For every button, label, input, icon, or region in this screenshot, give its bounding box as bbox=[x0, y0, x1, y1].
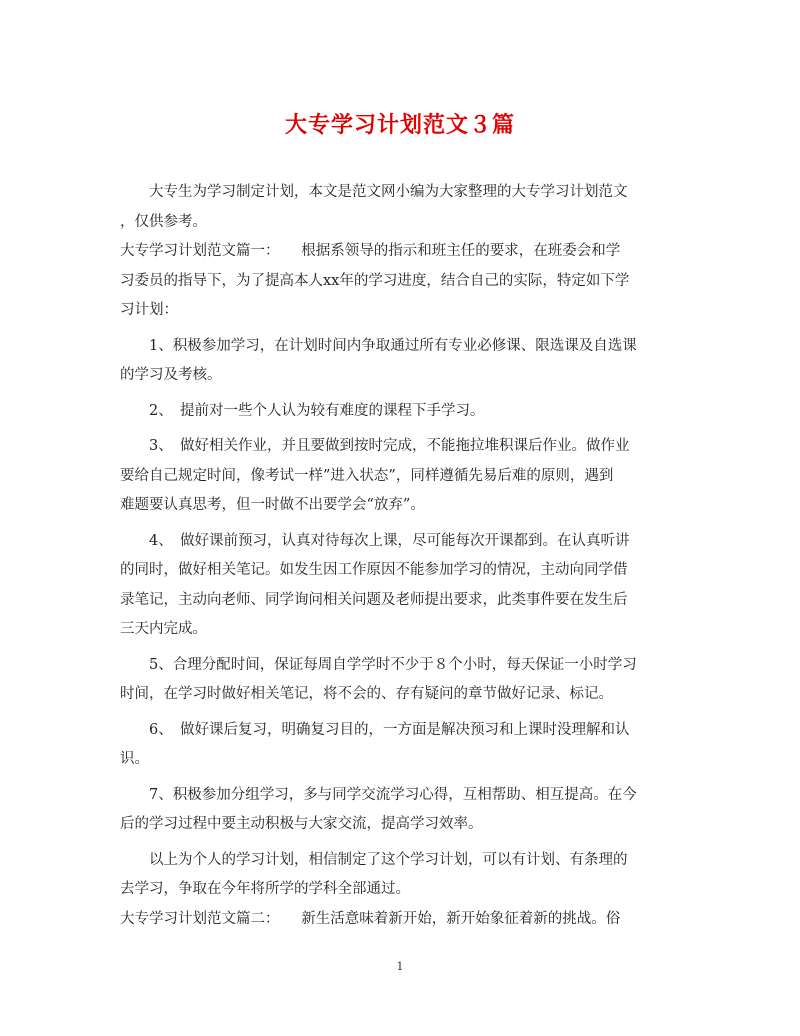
body-line: 7、积极参加分组学习，多与同学交流学习心得，互相帮助、相互提高。在今 bbox=[149, 786, 637, 803]
document-title: 大专学习计划范文３篇 bbox=[284, 112, 515, 138]
body-line: 大专学习计划范文篇二： 新生活意味着新开始，新开始象征着新的挑战。俗 bbox=[120, 910, 621, 927]
body-line: 大专学习计划范文篇一： 根据系领导的指示和班主任的要求，在班委会和学 bbox=[120, 243, 621, 259]
body-line: 识。 bbox=[120, 751, 149, 767]
body-line: 习委员的指导下，为了提高本人xx年的学习进度，结合自己的实际，特定如下学 bbox=[120, 272, 630, 289]
body-line: 录笔记，主动向老师、同学询问相关问题及老师提出要求，此类事件要在发生后 bbox=[120, 591, 628, 608]
body-line: 难题要认真思考，但一时做不出要学会“放弃”。 bbox=[120, 497, 425, 513]
document-body bbox=[120, 178, 682, 934]
body-line: 4、 做好课前预习，认真对待每次上课，尽可能每次开课都到。在认真听讲 bbox=[149, 532, 630, 549]
body-line: 5、合理分配时间，保证每周自学学时不少于８个小时，每天保证一小时学习 bbox=[149, 656, 637, 673]
page-number: 1 bbox=[396, 960, 404, 973]
body-line: 6、 做好课后复习，明确复习目的，一方面是解决预习和上课时没理解和认 bbox=[149, 721, 630, 738]
body-line: 时间，在学习时做好相关笔记，将不会的、存有疑问的章节做好记录、标记。 bbox=[120, 686, 613, 702]
body-line: 习计划： bbox=[120, 302, 178, 318]
body-line: 后的学习过程中要主动积极与大家交流，提高学习效率。 bbox=[120, 816, 483, 832]
body-line: 的同时，做好相关笔记。如发生因工作原因不能参加学习的情况，主动向同学借 bbox=[120, 562, 628, 578]
body-line: 三天内完成。 bbox=[120, 621, 207, 637]
body-line: 2、 提前对一些个人认为较有难度的课程下手学习。 bbox=[149, 402, 485, 419]
body-line: 以上为个人的学习计划，相信制定了这个学习计划，可以有计划、有条理的 bbox=[149, 851, 628, 868]
body-line: 要给自己规定时间，像考试一样”进入状态”，同样遵循先易后难的原则，遇到 bbox=[120, 467, 614, 484]
body-line: 1、积极参加学习，在计划时间内争取通过所有专业必修课、限选课及自选课 bbox=[149, 337, 637, 354]
body-line: 去学习，争取在今年将所学的学科全部通过。 bbox=[120, 881, 410, 897]
body-line: 大专生为学习制定计划，本文是范文网小编为大家整理的大专学习计划范文 bbox=[149, 184, 628, 200]
body-line: 的学习及考核。 bbox=[120, 367, 222, 383]
body-line: 3、 做好相关作业，并且要做到按时完成，不能拖拉堆积课后作业。做作业 bbox=[149, 438, 630, 454]
body-line: ，仅供参考。 bbox=[120, 213, 207, 230]
